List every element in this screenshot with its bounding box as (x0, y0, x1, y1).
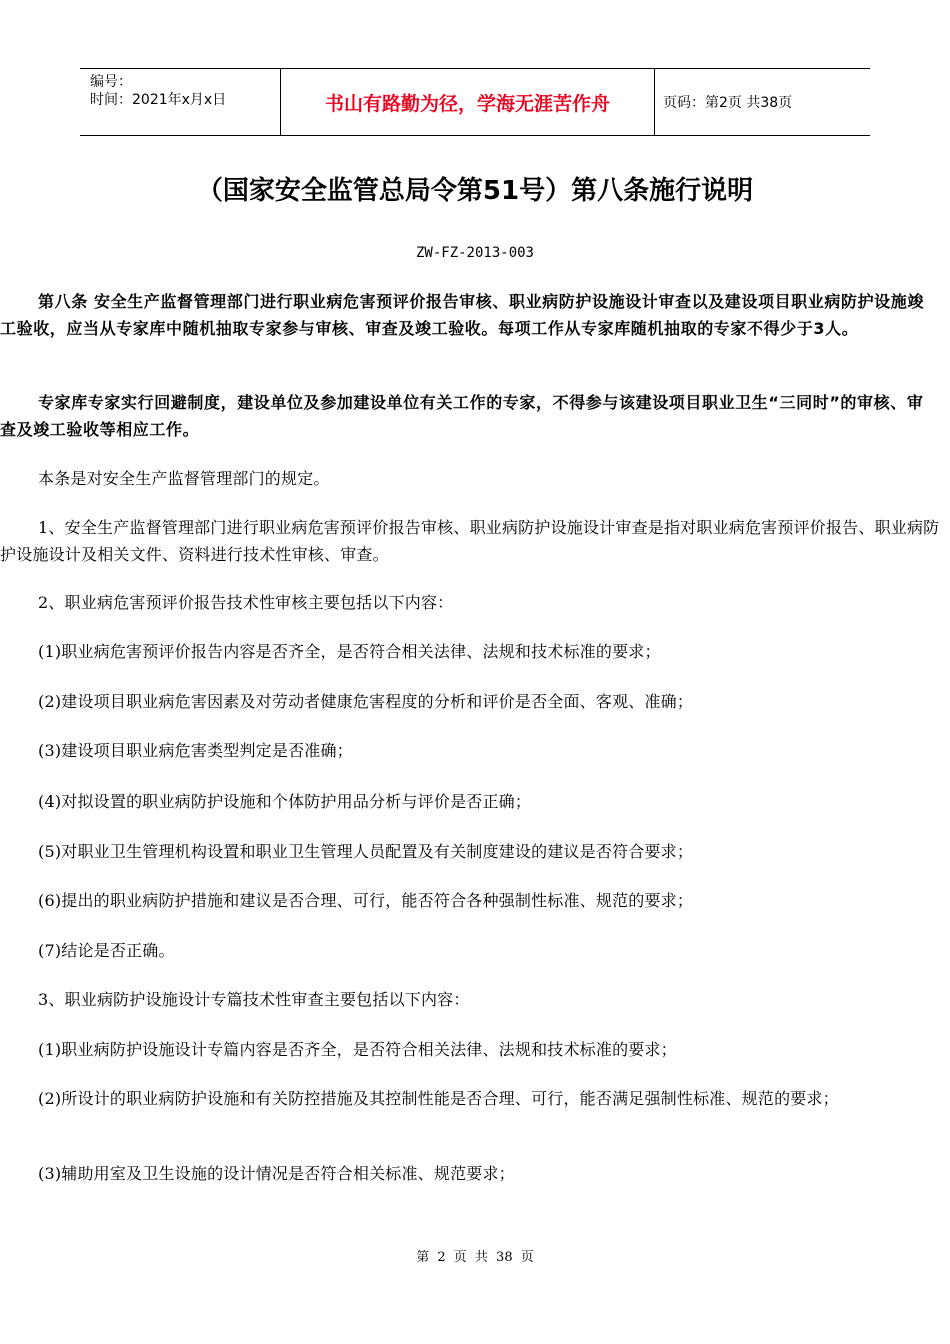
body-paragraph: 本条是对安全生产监督管理部门的规定。 (38, 469, 330, 488)
document-title: （国家安全监管总局令第51号）第八条施行说明 (196, 176, 754, 206)
list-item: (7)结论是否正确。 (38, 941, 175, 960)
list-item: (1)职业病危害预评价报告内容是否齐全，是否符合相关法律、法规和技术标准的要求； (38, 642, 661, 661)
list-item: (1)职业病防护设施设计专篇内容是否齐全，是否符合相关法律、法规和技术标准的要求； (38, 1040, 677, 1059)
body-paragraph: 3、职业病防护设施设计专篇技术性审查主要包括以下内容： (38, 990, 470, 1009)
list-item: (6)提出的职业病防护措施和建议是否合理、可行，能否符合各种强制性标准、规范的要求； (38, 891, 694, 910)
article-paragraph: 专家库专家实行回避制度，建设单位及参加建设单位有关工作的专家，不得参与该建设项目职业卫生“三同时”的审核、审查及竣工验收等相应工作。 (0, 393, 924, 439)
list-item: (5)对职业卫生管理机构设置和职业卫生管理人员配置及有关制度建设的建议是否符合要求； (38, 842, 694, 861)
header-table (80, 68, 870, 136)
article-paragraph: 第八条 安全生产监督管理部门进行职业病危害预评价报告审核、职业病防护设施设计审查以及建设项目职业病防护设施竣工验收，应当从专家库中随机抽取专家参与审核、审查及竣工验收。每项工作从专家库随机抽取的专家不得少于3人。 (0, 292, 924, 338)
document-code: ZW-FZ-2013-003 (415, 245, 534, 261)
list-item: (3)建设项目职业病危害类型判定是否准确； (38, 741, 353, 760)
list-item: (2)建设项目职业病危害因素及对劳动者健康危害程度的分析和评价是否全面、客观、准确； (38, 692, 694, 711)
body-paragraph: 1、安全生产监督管理部门进行职业病危害预评价报告审核、职业病防护设施设计审查是指对职业病危害预评价报告、职业病防护设施设计及相关文件、资料进行技术性审核、审查。 (0, 518, 940, 564)
document-number-label: 编号： (90, 74, 132, 90)
header-motto: 书山有路勤为径，学海无涯苦作舟 (324, 92, 610, 115)
header-page-info: 页码：第2页 共38页 (663, 95, 793, 111)
header-page-cell (655, 69, 870, 135)
page-footer: 第 2 页 共 38 页 (416, 1250, 534, 1265)
list-item: (4)对拟设置的职业病防护设施和个体防护用品分析与评价是否正确； (38, 792, 532, 811)
header-meta-cell (80, 69, 281, 135)
header-motto-cell (281, 69, 655, 135)
document-time-label: 时间：2021年x月x日 (90, 92, 227, 108)
list-item: (2)所设计的职业病防护设施和有关防控措施及其控制性能是否合理、可行，能否满足强制性标准、规范的要求； (38, 1089, 839, 1108)
body-paragraph: 2、职业病危害预评价报告技术性审核主要包括以下内容： (38, 593, 454, 612)
list-item: (3)辅助用室及卫生设施的设计情况是否符合相关标准、规范要求； (38, 1164, 515, 1183)
